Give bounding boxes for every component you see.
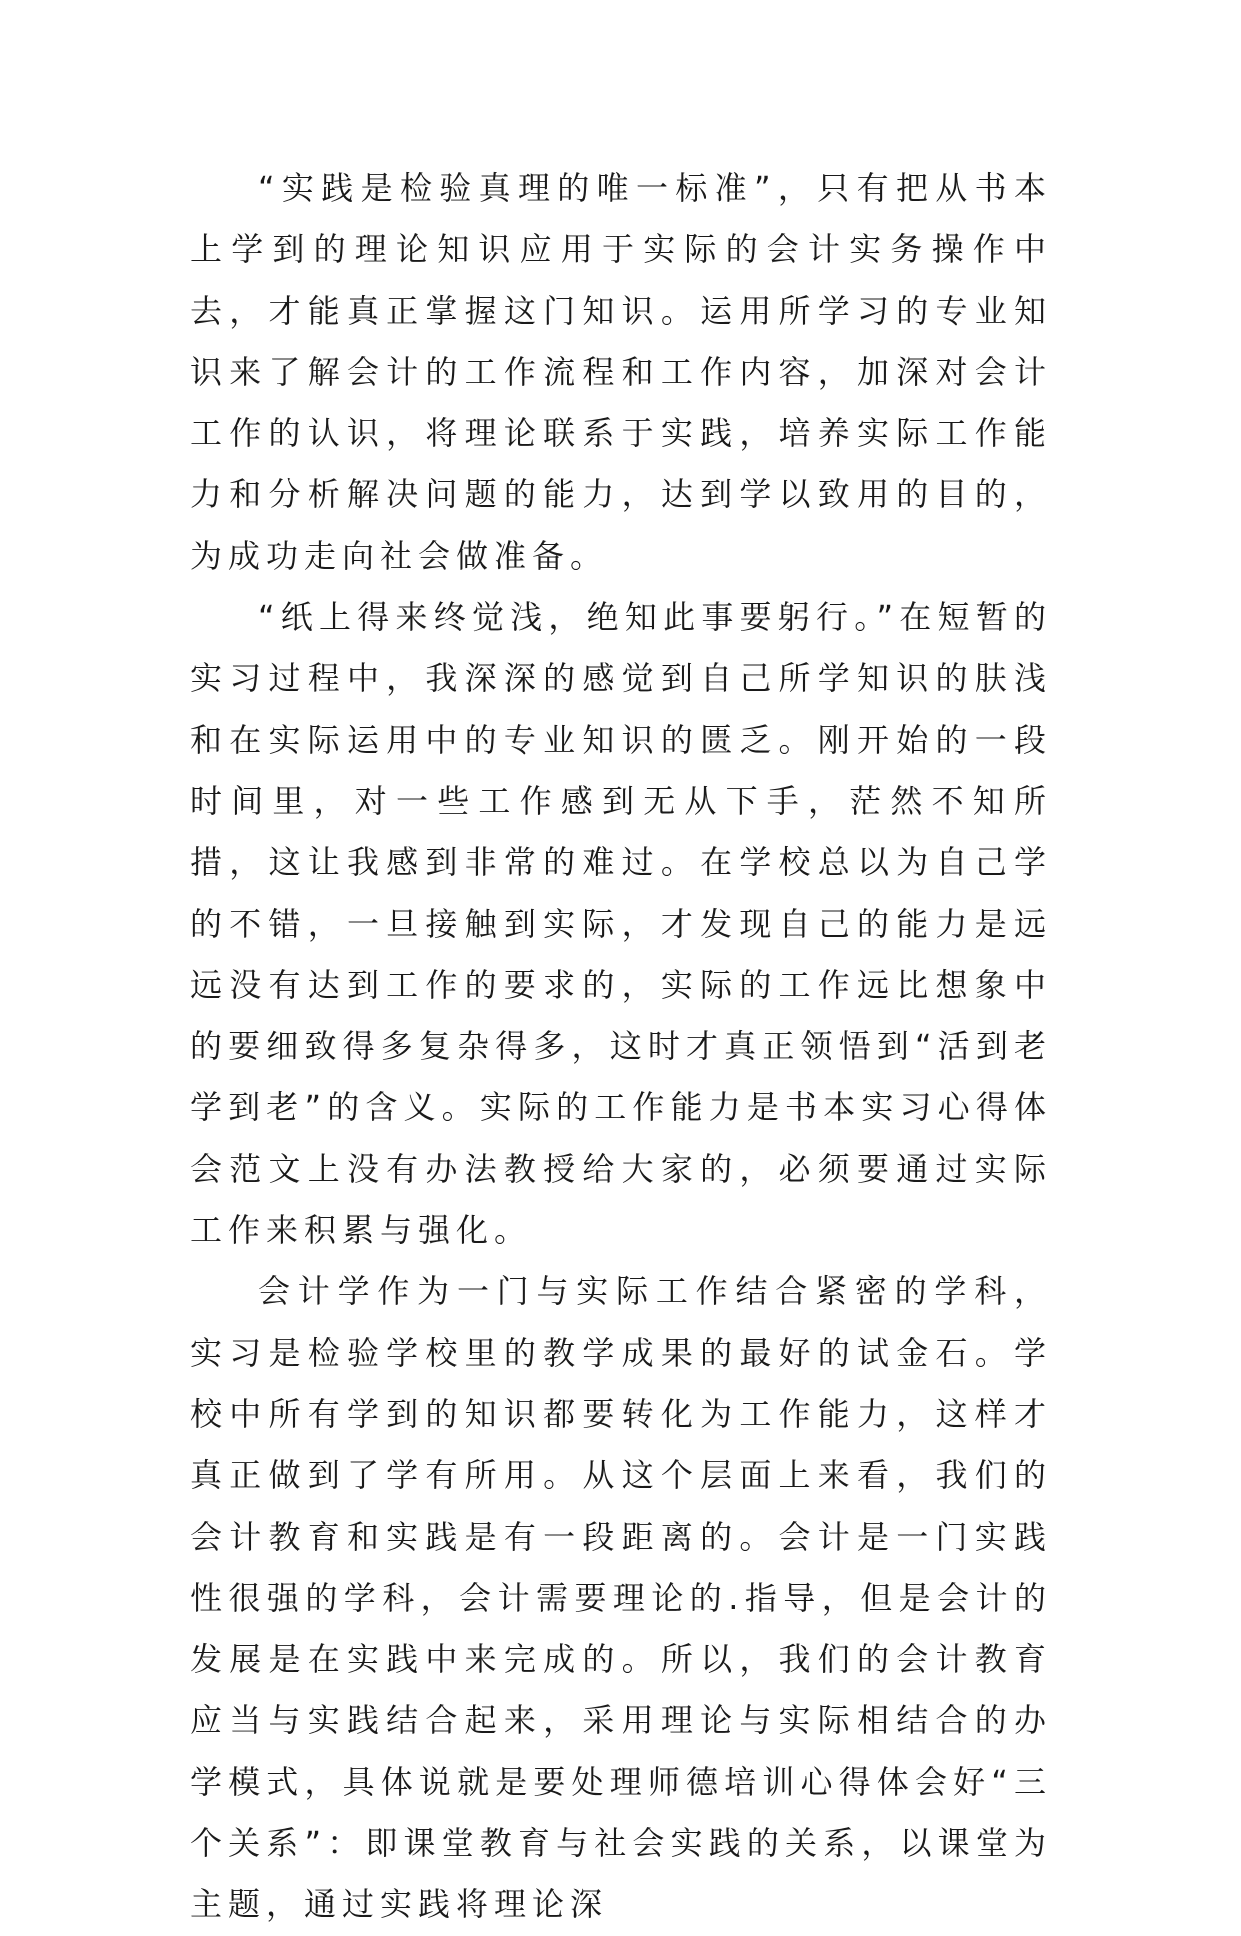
paragraph-accounting-education: 会计学作为一门与实际工作结合紧密的学科，实习是检验学校里的教学成果的最好的试金石。学校中所有学到的知识都要转化为工作能力，这样才真正做到了学有所用。从这个层面上来看，我们的会计教育和实践是有一段距离的。会计是一门实践性很强的学科，会计需要理论的.指导，但是会计的发展是在实践中来完成的。所以，我们的会计教育应当与实践结合起来，采用理论与实际相结合的办学模式，具体说就是要处理师德培训心得体会好“三个关系”：即课堂教育与社会实践的关系，以课堂为主题，通过实践将理论深 [190, 1272, 1052, 1924]
document-page [190, 158, 1052, 1936]
paragraph-practice-standard: “实践是检验真理的唯一标准”，只有把从书本上学到的理论知识应用于实际的会计实务操作中去，才能真正掌握这门知识。运用所学习的专业知识来了解会计的工作流程和工作内容，加深对会计工作的认识，将理论联系于实践，培养实际工作能力和分析解决问题的能力，达到学以致用的目的，为成功走向社会做准备。 [190, 169, 1052, 575]
paragraph-internship-experience: “纸上得来终觉浅，绝知此事要躬行。”在短暂的实习过程中，我深深的感觉到自己所学知识的肤浅和在实际运用中的专业知识的匮乏。刚开始的一段时间里，对一些工作感到无从下手，茫然不知所措，这让我感到非常的难过。在学校总以为自己学的不错，一旦接触到实际，才发现自己的能力是远远没有达到工作的要求的，实际的工作远比想象中的要细致得多复杂得多，这时才真正领悟到“活到老学到老”的含义。实际的工作能力是书本实习心得体会范文上没有办法教授给大家的，必须要通过实际工作来积累与强化。 [190, 598, 1052, 1250]
